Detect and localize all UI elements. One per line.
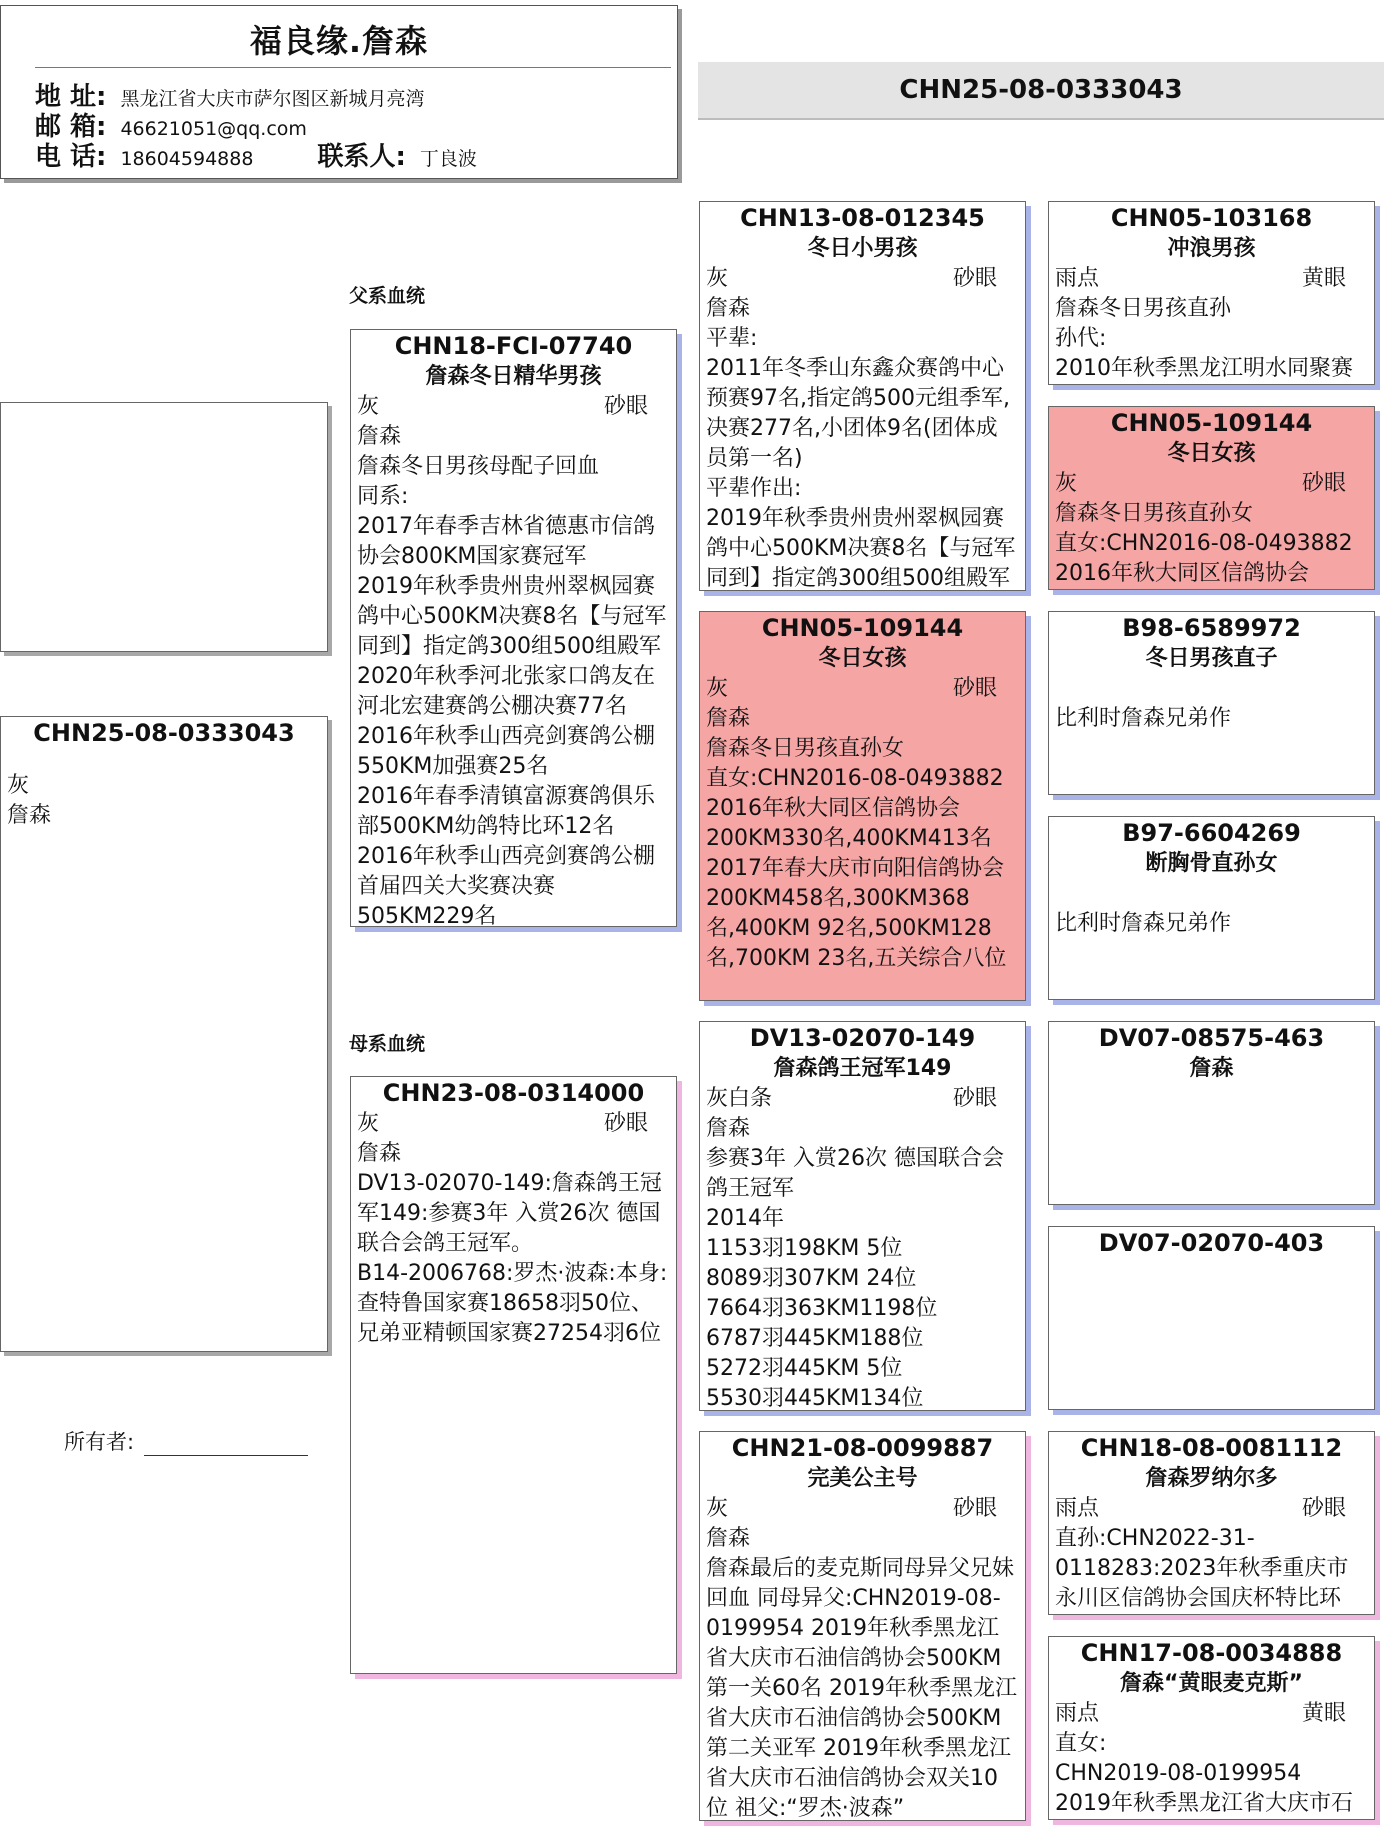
ddd-eye: 黄眼: [1301, 1701, 1346, 1726]
sire-sire-ring: CHN13-08-012345: [740, 204, 985, 232]
ddd-name: 詹森“黄眼麦克斯”: [1120, 1671, 1303, 1696]
dam-sire-color-line: [706, 1084, 1019, 1114]
sire-dam-color-line: [706, 674, 1019, 704]
subject-color: 灰: [7, 773, 30, 798]
phone-value: 18604594888: [120, 148, 254, 170]
phone-label: 电 话:: [35, 142, 107, 172]
sss-card: [1048, 201, 1375, 385]
sire-notes: 詹森 詹森冬日男孩母配子回血 同系: 2017年春季吉林省德惠市信鸽协会800KM国家赛冠军 2019年秋季贵州贵州翠枫园赛鸽中心500KM决赛8名【与冠军同到】指定鸽300组500组殿军 2020年秋季河北张家口鸽友在河北宏建赛鸽公棚决赛77名 2016年秋季山西亮剑赛鸽公棚550KM加强赛25名 2016年春季清镇富源赛鸽俱乐部500KM幼鸽特比环12名 2016年秋季山西亮剑赛鸽公棚首届四关大奖赛决赛505KM229名: [357, 424, 667, 927]
ssd-notes: 詹森冬日男孩直孙女 直女:CHN2016-08-0493882 2016年秋大同区信鸽协会: [1055, 501, 1353, 586]
sire-sire-color: 灰: [706, 266, 729, 291]
sire-dam-color: 灰: [706, 676, 729, 701]
header-divider: [35, 67, 671, 68]
dam-dam-color: 灰: [706, 1496, 729, 1521]
address-value: 黑龙江省大庆市萨尔图区新城月亮湾: [120, 88, 425, 110]
email-value: 46621051@qq.com: [120, 118, 307, 140]
dam-sire-eye: 砂眼: [952, 1086, 997, 1111]
sdd-name: 断胸骨直孙女: [1145, 851, 1278, 876]
sds-ring: B98-6589972: [1122, 614, 1301, 642]
ddd-color-line: [1055, 1699, 1368, 1729]
dam-dam-ring: CHN21-08-0099887: [731, 1434, 994, 1462]
owner-field: [64, 1426, 308, 1456]
dam-sire-ring: DV13-02070-149: [749, 1024, 976, 1052]
sire-dam-card: [699, 611, 1026, 1001]
subject-ring-banner: CHN25-08-0333043: [698, 62, 1384, 120]
dam-color: 灰: [357, 1111, 380, 1136]
ssd-color: 灰: [1055, 471, 1078, 496]
sds-color-line: [1055, 674, 1368, 704]
dam-sire-card: [699, 1021, 1026, 1411]
dds-notes: 直孙:CHN2022-31-0118283:2023年秋季重庆市永川区信鸽协会国庆杯特比环: [1055, 1526, 1349, 1611]
address-label: 地 址:: [35, 82, 107, 112]
ssd-name: 冬日女孩: [1167, 441, 1256, 466]
ddd-card: [1048, 1636, 1375, 1820]
dam-sire-notes: 詹森 参赛3年 入赏26次 德国联合会鸽王冠军 2014年 1153羽198KM 5位 8089羽307KM 24位 7664羽363KM1198位 6787羽445KM188位 5272羽445KM 5位 5530羽445KM134位: [706, 1116, 1004, 1411]
dam-section-label: 母系血统: [349, 1033, 426, 1055]
dam-dam-card: [699, 1431, 1026, 1821]
sdd-color-line: [1055, 879, 1368, 909]
dss-name: 詹森: [1189, 1056, 1234, 1081]
sire-sire-card: [699, 201, 1026, 591]
sss-notes: 詹森冬日男孩直孙 孙代: 2010年秋季黑龙江明水同聚赛: [1055, 296, 1353, 381]
ssd-color-line: [1055, 469, 1368, 499]
ssd-ring: CHN05-109144: [1110, 409, 1313, 437]
sdd-ring: B97-6604269: [1122, 819, 1301, 847]
ssd-eye: 砂眼: [1301, 471, 1346, 496]
subject-card: [0, 716, 328, 1352]
dam-card: [350, 1076, 677, 1674]
ddd-color: 雨点: [1055, 1701, 1100, 1726]
dam-sire-name: 詹森鸽王冠军149: [773, 1056, 952, 1081]
dsd-card: [1048, 1226, 1375, 1410]
dds-name: 詹森罗纳尔多: [1145, 1466, 1278, 1491]
dam-dam-color-line: [706, 1494, 1019, 1524]
sire-name: 詹森冬日精华男孩: [425, 364, 602, 389]
dds-color: 雨点: [1055, 1496, 1100, 1521]
ddd-ring: CHN17-08-0034888: [1080, 1639, 1343, 1667]
sire-eye: 砂眼: [603, 394, 648, 419]
sire-card: [350, 329, 677, 927]
sire-sire-color-line: [706, 264, 1019, 294]
dam-sire-color: 灰白条: [706, 1086, 773, 1111]
dss-ring: DV07-08575-463: [1098, 1024, 1325, 1052]
subject-ring: CHN25-08-0333043: [33, 719, 295, 747]
dss-card: [1048, 1021, 1375, 1205]
ddd-notes: 直女: CHN2019-08-0199954 2019年秋季黑龙江省大庆市石: [1055, 1731, 1353, 1816]
sire-dam-notes: 詹森 詹森冬日男孩直孙女 直女:CHN2016-08-0493882 2016年秋大同区信鸽协会200KM330名,400KM413名 2017年春大庆市向阳信鸽协会200KM458名,300KM368名,400KM 92名,500KM128名,700KM 23名,五关综合八位: [706, 706, 1007, 971]
dds-color-line: [1055, 1494, 1368, 1524]
dam-ring: CHN23-08-0314000: [382, 1079, 645, 1107]
sire-ring: CHN18-FCI-07740: [394, 332, 633, 360]
sss-ring: CHN05-103168: [1110, 204, 1313, 232]
sds-card: [1048, 611, 1375, 795]
subject-strain: 詹森: [7, 803, 52, 828]
ssd-card: [1048, 406, 1375, 590]
dds-card: [1048, 1431, 1375, 1615]
dam-eye: 砂眼: [603, 1111, 648, 1136]
sire-sire-name: 冬日小男孩: [807, 236, 918, 261]
sss-name: 冲浪男孩: [1167, 236, 1256, 261]
sdd-notes: 比利时詹森兄弟作: [1055, 911, 1232, 936]
sss-color-line: [1055, 264, 1368, 294]
sire-sire-eye: 砂眼: [952, 266, 997, 291]
pigeon-photo-placeholder: [0, 402, 328, 652]
contact-label: 联系人:: [317, 142, 406, 172]
sdd-card: [1048, 816, 1375, 1000]
sire-color-line: [357, 392, 670, 422]
dam-dam-name: 完美公主号: [807, 1466, 918, 1491]
dds-eye: 砂眼: [1301, 1496, 1346, 1521]
sire-section-label: 父系血统: [349, 285, 426, 307]
sire-sire-notes: 詹森 平辈: 2011年冬季山东鑫众赛鸽中心预赛97名,指定鸽500元组季军,决赛277名,小团体9名(团体成员第一名) 平辈作出: 2019年秋季贵州贵州翠枫园赛鸽中心500KM决赛8名【与冠军同到】指定鸽300组500组殿军: [706, 296, 1016, 591]
dam-dam-notes: 詹森 詹森最后的麦克斯同母异父兄妹回血 同母异父:CHN2019-08-0199954 2019年秋季黑龙江省大庆市石油信鸽协会500KM第一关60名 2019年秋季黑龙江省大庆市石油信鸽协会500KM第二关亚军 2019年秋季黑龙江省大庆市石油信鸽协会双关10位 祖父:“罗杰·波森”: [706, 1526, 1017, 1821]
dam-color-line: [357, 1109, 670, 1139]
dds-ring: CHN18-08-0081112: [1080, 1434, 1343, 1462]
contact-value: 丁良波: [419, 148, 477, 170]
sds-name: 冬日男孩直子: [1145, 646, 1278, 671]
sire-dam-eye: 砂眼: [952, 676, 997, 701]
dsd-ring: DV07-02070-403: [1098, 1229, 1325, 1257]
sds-notes: 比利时詹森兄弟作: [1055, 706, 1232, 731]
email-label: 邮 箱:: [35, 112, 107, 142]
phone-row: [35, 136, 477, 173]
breeder-header: [0, 5, 678, 179]
sss-color: 雨点: [1055, 266, 1100, 291]
breeder-title: 福良缘.詹森: [249, 22, 429, 60]
sire-dam-name: 冬日女孩: [818, 646, 907, 671]
sire-color: 灰: [357, 394, 380, 419]
owner-signature-line: [144, 1435, 308, 1456]
dam-notes: 詹森 DV13-02070-149:詹森鸽王冠军149:参赛3年 入赏26次 德国联合会鸽王冠军。 B14-2006768:罗杰·波森:本身:查特鲁国家赛18658羽50位、兄弟亚精顿国家赛27254羽6位: [357, 1141, 668, 1346]
dam-dam-eye: 砂眼: [952, 1496, 997, 1521]
sss-eye: 黄眼: [1301, 266, 1346, 291]
sire-dam-ring: CHN05-109144: [761, 614, 964, 642]
owner-label: 所有者:: [64, 1430, 135, 1454]
